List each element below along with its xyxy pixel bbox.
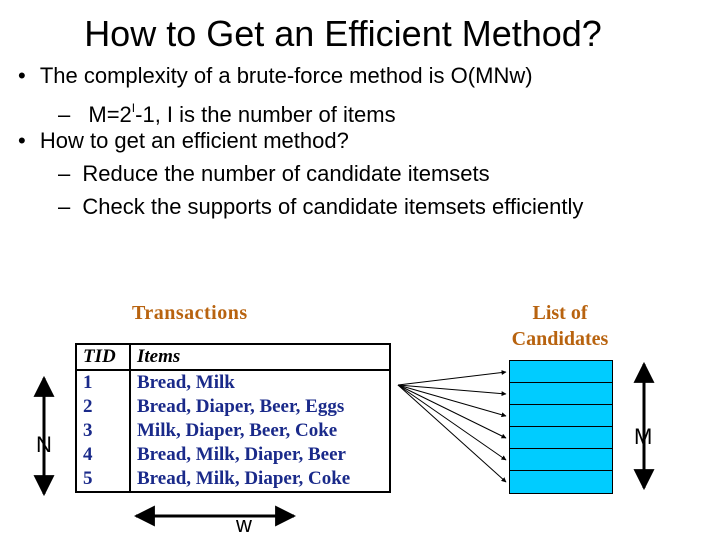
- n-label: N: [36, 432, 52, 457]
- transactions-title: Transactions: [132, 302, 248, 324]
- bullet-1-sub-prefix: M=2: [88, 102, 132, 127]
- tid-cell: 3: [76, 419, 130, 443]
- bullet-1-sub-superscript: I: [131, 101, 136, 115]
- bullet-glyph: •: [18, 63, 26, 88]
- bullet-2-sub-1-text: Reduce the number of candidate itemsets: [82, 161, 490, 186]
- tid-cell: 4: [76, 443, 130, 467]
- items-cell: Milk, Diaper, Beer, Coke: [137, 420, 338, 441]
- mapping-arrow: [398, 385, 506, 482]
- dash-glyph: –: [58, 161, 71, 186]
- candidates-title-line-2: Candidates: [511, 328, 609, 350]
- m-label: M: [634, 424, 653, 449]
- mapping-arrow: [398, 372, 506, 385]
- tid-header: TID: [76, 344, 130, 370]
- tid-cell: 1: [76, 370, 130, 395]
- slide-title: How to Get an Efficient Method?: [84, 13, 602, 54]
- mapping-arrow: [398, 385, 506, 460]
- bullet-1-sub-suffix: -1, I is the number of items: [135, 102, 396, 127]
- items-cell: Bread, Milk, Diaper, Coke: [137, 468, 351, 489]
- mapping-arrows: [398, 372, 506, 482]
- w-label: w: [236, 512, 252, 537]
- candidates-title-line-1: List of: [532, 302, 588, 324]
- tid-cell: 2: [76, 395, 130, 419]
- items-header: Items: [130, 344, 390, 370]
- dash-glyph: –: [58, 102, 71, 127]
- bullet-glyph: •: [18, 128, 26, 153]
- bullet-1-text: The complexity of a brute-force method is O(MNw): [39, 63, 533, 88]
- items-cell: Bread, Milk: [137, 372, 235, 393]
- items-cell: Bread, Diaper, Beer, Eggs: [137, 396, 345, 417]
- tid-cell: 5: [76, 467, 130, 492]
- items-cell: Bread, Milk, Diaper, Beer: [137, 444, 346, 465]
- bullet-2-text: How to get an efficient method?: [39, 128, 349, 153]
- dash-glyph: –: [58, 194, 71, 219]
- bullet-2-sub-2-text: Check the supports of candidate itemsets efficiently: [82, 194, 584, 219]
